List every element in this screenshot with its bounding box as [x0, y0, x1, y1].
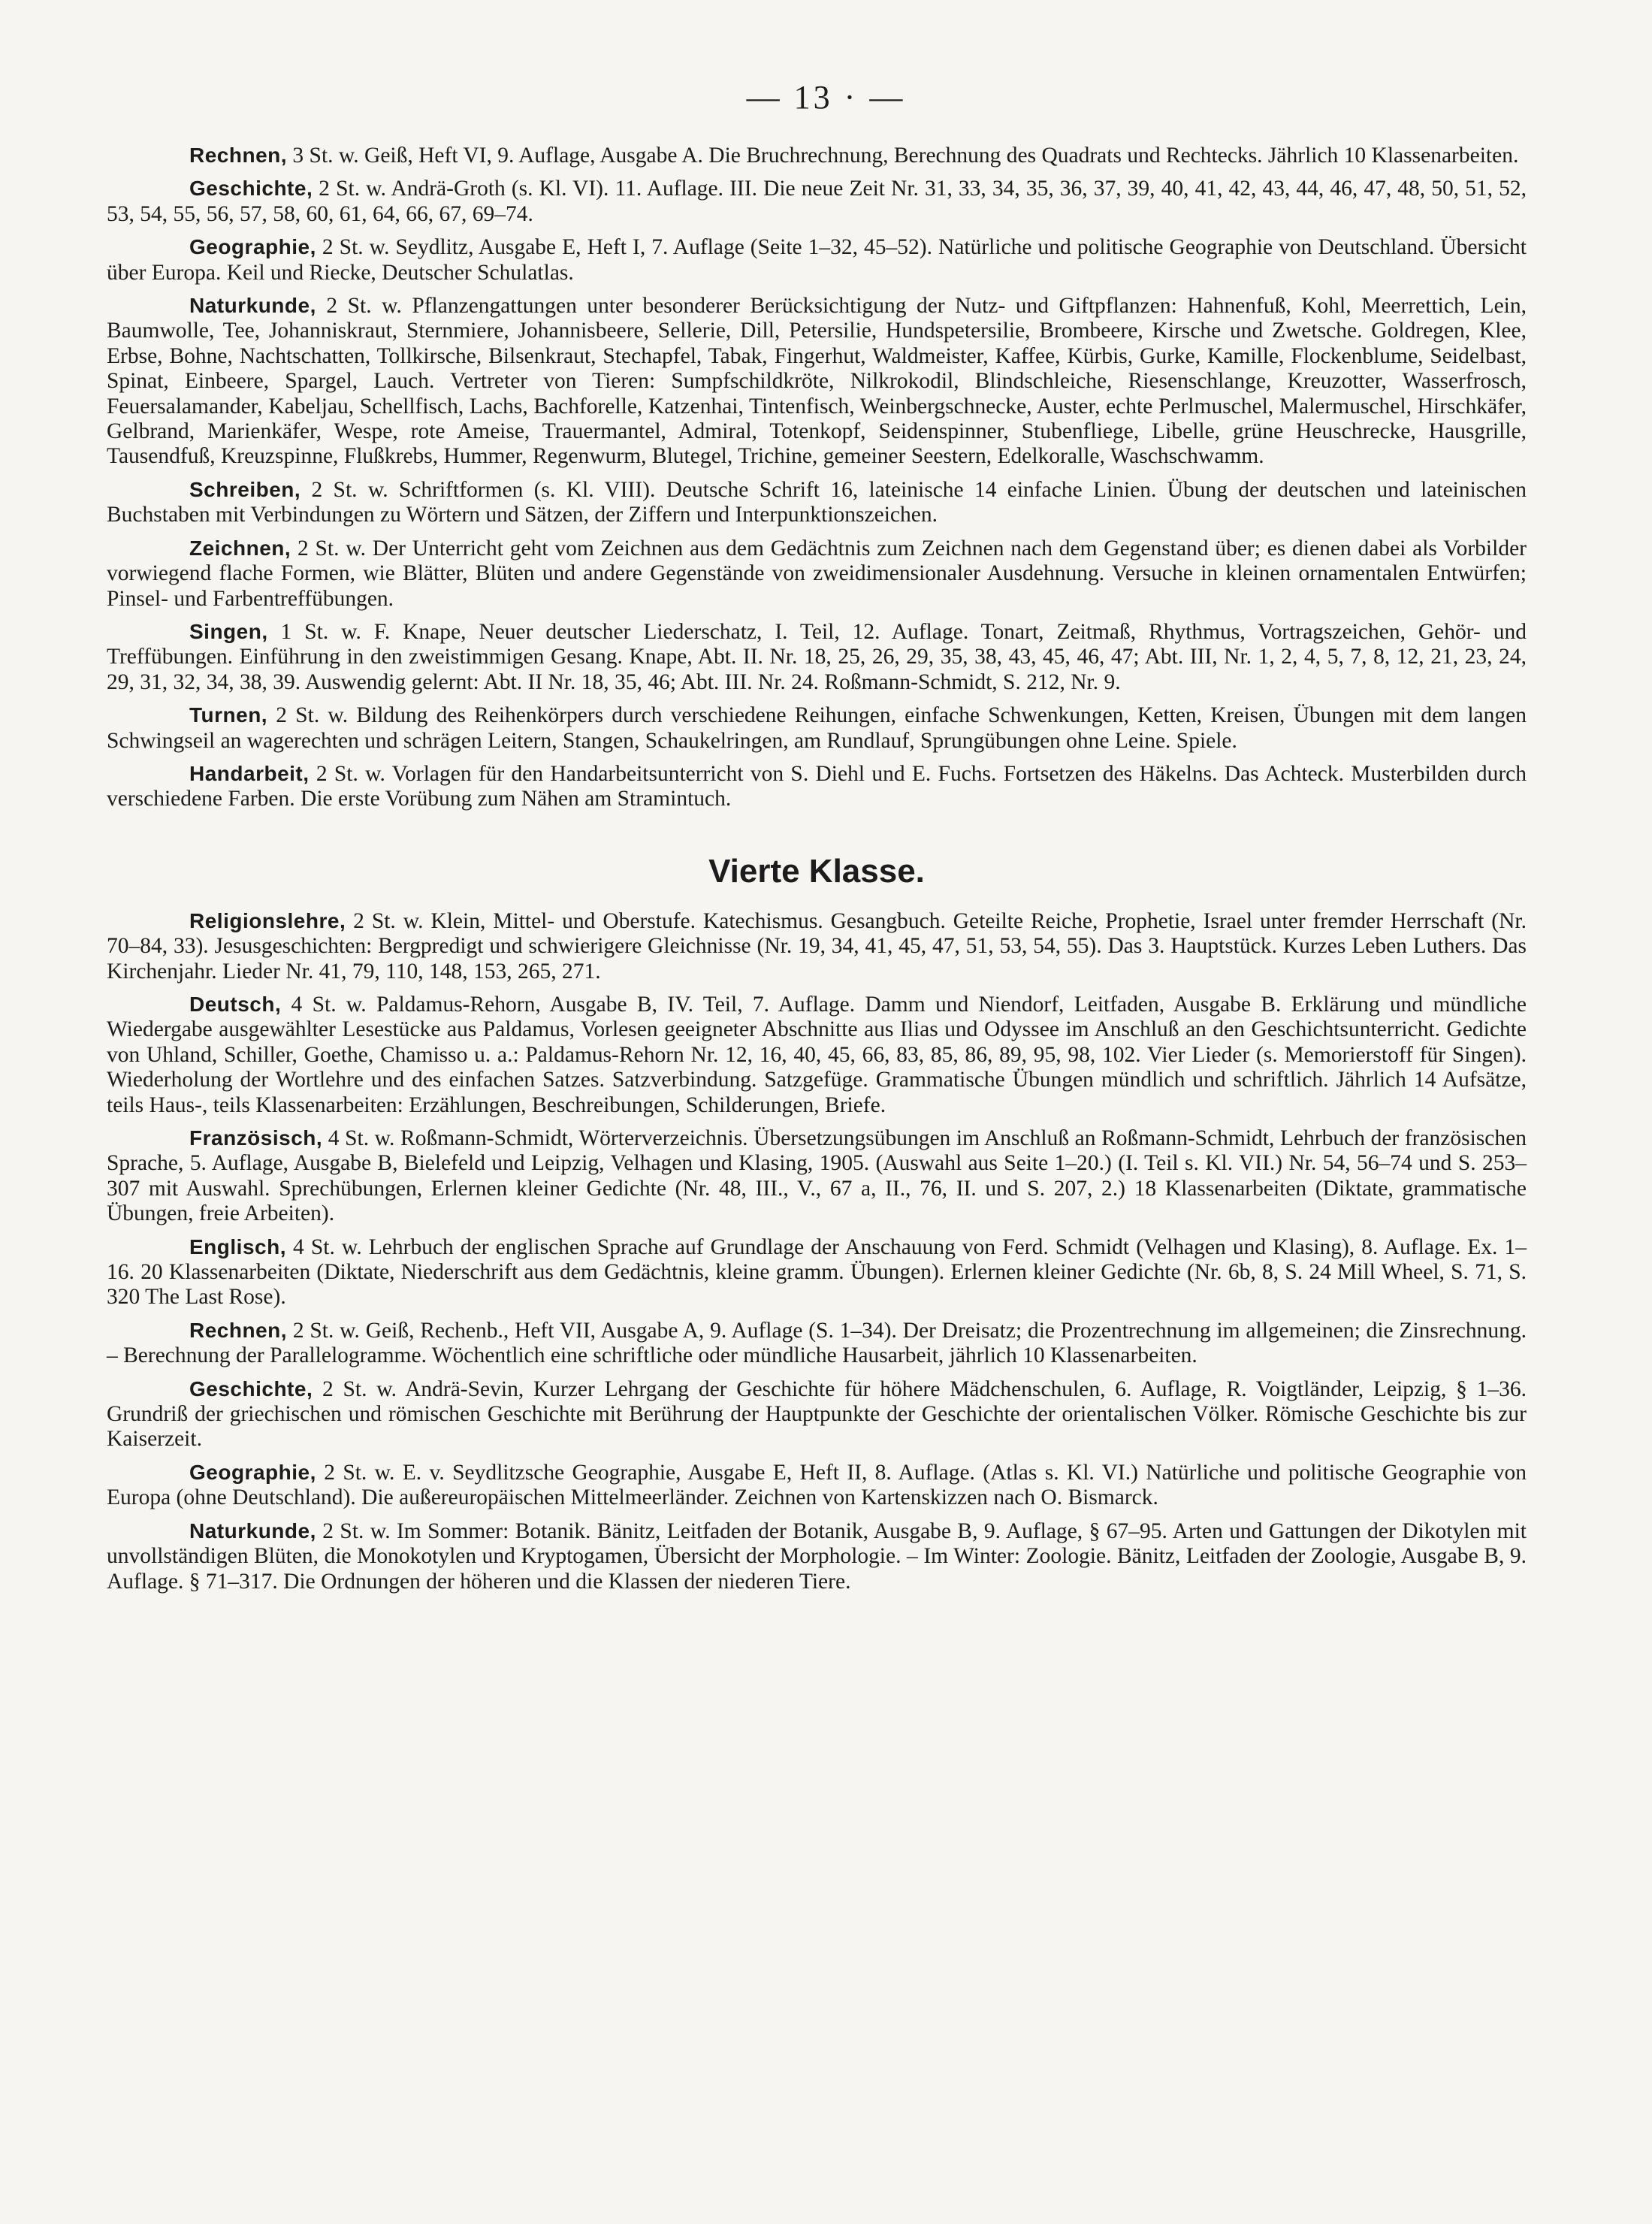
- paragraph-text: 1 St. w. F. Knape, Neuer deutscher Liederschatz, I. Teil, 12. Auflage. Tonart, Zeitmaß, Rhythmus, Vortragszeichen, Gehör- und Treffübungen. Einführung in den zweistimmigen Gesang. Knape, Abt. II. Nr. 18, 25, 26, 29, 35, 38, 43, 45, 46, 47; Abt. III, Nr. 1, 2, 4, 5, 7, 8, 12, 21, 23, 24, 29, 31, 32, 34, 38, 39. Auswendig gelernt: Abt. II Nr. 18, 35, 46; Abt. III. Nr. 24. Roßmann-Schmidt, S. 212, Nr. 9.: [107, 619, 1527, 694]
- page-body: [107, 143, 1527, 1602]
- paragraph-religionslehre: [107, 908, 1527, 984]
- section-vierte-klasse: [107, 908, 1527, 1594]
- subject-label: Deutsch,: [189, 992, 282, 1016]
- paragraph-text: 2 St. w. Der Unterricht geht vom Zeichnen aus dem Gedächtnis zum Zeichnen nach dem Gegenstand über; es dienen dabei als Vorbilder vorwiegend flache Formen, wie Blätter, Blüten und andere Gegenstände von zweidimensionaler Ausdehnung. Versuche in kleinen ornamentalen Entwürfen; Pinsel- und Farbentreffübungen.: [107, 536, 1527, 611]
- paragraph-text: 2 St. w. Andrä-Groth (s. Kl. VI). 11. Auflage. III. Die neue Zeit Nr. 31, 33, 34, 35, 36, 37, 39, 40, 41, 42, 43, 44, 46, 47, 48, 50, 51, 52, 53, 54, 55, 56, 57, 58, 60, 61, 64, 66, 67, 69–74.: [107, 177, 1527, 226]
- paragraph-franzoesisch: [107, 1126, 1527, 1227]
- paragraph-schreiben: [107, 477, 1527, 528]
- paragraph-zeichnen: [107, 536, 1527, 612]
- subject-label: Rechnen,: [189, 144, 288, 167]
- paragraph-handarbeit: [107, 761, 1527, 812]
- paragraph-text: 2 St. w. Pflanzengattungen unter besonderer Berücksichtigung der Nutz- und Giftpflanzen: Hahnenfuß, Kohl, Meerrettich, Lein, Baumwolle, Tee, Johanniskraut, Sternmiere, Johannisbeere, Sellerie, Dill, Petersilie, Hundspetersilie, Brombeere, Kirsche und Zwetsche. Goldregen, Klee, Erbse, Bohne, Nachtschatten, Tollkirsche, Bilsenkraut, Stechapfel, Tabak, Fingerhut, Waldmeister, Kaffee, Kürbis, Gurke, Kamille, Flockenblume, Seidelbast, Spinat, Einbeere, Spargel, Lauch. Vertreter von Tieren: Sumpfschildkröte, Nilkrokodil, Blindschleiche, Riesenschlange, Kreuzotter, Wasserfrosch, Feuersalamander, Kabeljau, Schellfisch, Lachs, Bachforelle, Katzenhai, Tintenfisch, Weinbergschnecke, Auster, echte Perlmuschel, Malermuschel, Hirschkäfer, Gelbrand, Marienkäfer, Wespe, rote Ameise, Trauermantel, Admiral, Totenkopf, Seidenspinner, Stubenfliege, Libelle, grüne Heuschrecke, Hausgrille, Tausendfuß, Kreuzspinne, Flußkrebs, Hummer, Regenwurm, Blutegel, Trichine, gemeiner Seestern, Edelkoralle, Waschschwamm.: [107, 294, 1527, 469]
- subject-label: Geographie,: [189, 1460, 316, 1484]
- paragraph-text: 4 St. w. Paldamus-Rehorn, Ausgabe B, IV. Teil, 7. Auflage. Damm und Niendorf, Leitfaden, Ausgabe B. Erklärung und mündliche Wiedergabe ausgewählter Lesestücke aus Paldamus, Vorlesen geeigneter Abschnitte aus Ilias und Odyssee im Anschluß an den Geschichtsunterricht. Gedichte von Uhland, Schiller, Goethe, Chamisso u. a.: Paldamus-Rehorn Nr. 12, 16, 40, 45, 66, 83, 85, 86, 89, 95, 98, 102. Vier Lieder (s. Memorierstoff für Singen). Wiederholung der Wortlehre und des einfachen Satzes. Satzverbindung. Satzgefüge. Grammatische Übungen mündlich und schriftlich. Jährlich 14 Aufsätze, teils Haus-, teils Klassenarbeiten: Erzählungen, Beschreibungen, Schilderungen, Briefe.: [107, 992, 1527, 1117]
- page-number: — 13 · —: [746, 79, 906, 116]
- subject-label: Schreiben,: [189, 477, 301, 501]
- paragraph-text: 2 St. w. Geiß, Rechenb., Heft VII, Ausgabe A, 9. Auflage (S. 1–34). Der Dreisatz; die Prozentrechnung im allgemeinen; die Zinsrechnung. – Berechnung der Parallelogramme. Wöchentlich eine schriftliche oder mündliche Hausarbeit, jährlich 10 Klassenarbeiten.: [107, 1318, 1527, 1368]
- section-fuenfte-klasse-continued: [107, 143, 1527, 812]
- paragraph-text: 2 St. w. E. v. Seydlitzsche Geographie, Ausgabe E, Heft II, 8. Auflage. (Atlas s. Kl. VI.) Natürliche und politische Geographie von Europa (ohne Deutschland). Die außereuropäischen Mittelmeerländer. Zeichnen von Kartenskizzen nach O. Bismarck.: [107, 1460, 1527, 1510]
- subject-label: Handarbeit,: [189, 761, 310, 785]
- paragraph-text: 2 St. w. Vorlagen für den Handarbeitsunterricht von S. Diehl und E. Fuchs. Fortsetzen des Häkelns. Das Achteck. Musterbilden durch verschiedene Farben. Die erste Vorübung zum Nähen am Stramintuch.: [107, 761, 1527, 811]
- subject-label: Englisch,: [189, 1234, 286, 1259]
- paragraph-text: 3 St. w. Geiß, Heft VI, 9. Auflage, Ausgabe A. Die Bruchrechnung, Berechnung des Quadrats und Rechtecks. Jährlich 10 Klassenarbeiten.: [287, 144, 1519, 168]
- subject-label: Geographie,: [189, 235, 316, 259]
- paragraph-naturkunde: [107, 1518, 1527, 1594]
- subject-label: Rechnen,: [189, 1318, 288, 1342]
- paragraph-text: 2 St. w. Andrä-Sevin, Kurzer Lehrgang der Geschichte für höhere Mädchenschulen, 6. Auflage, R. Voigtländer, Leipzig, § 1–36. Grundriß der griechischen und römischen Geschichte mit Berührung der Hauptpunkte der Geschichte der orientalischen Völker. Römische Geschichte bis zur Kaiserzeit.: [107, 1376, 1527, 1452]
- paragraph-text: 2 St. w. Bildung des Reihenkörpers durch verschiedene Reihungen, einfache Schwenkungen, Ketten, Kreisen, Übungen mit dem langen Schwingseil an wagerechten und schrägen Leitern, Stangen, Schaukelringen, am Rundlauf, Sprungübungen ohne Leine. Spiele.: [107, 703, 1527, 753]
- paragraph-deutsch: [107, 992, 1527, 1118]
- subject-label: Turnen,: [189, 703, 268, 727]
- paragraph-turnen: [107, 703, 1527, 754]
- paragraph-text: 4 St. w. Roßmann-Schmidt, Wörterverzeichnis. Übersetzungsübungen im Anschluß an Roßmann-Schmidt, Lehrbuch der französischen Sprache, 5. Auflage, Ausgabe B, Bielefeld und Leipzig, Velhagen und Klasing, 1905. (Auswahl aus Seite 1–20.) (I. Teil s. Kl. VII.) Nr. 54, 56–74 und S. 253–307 mit Auswahl. Sprechübungen, Erlernen kleiner Gedichte (Nr. 48, III., V., 67 a, II., 76, II. und S. 207, 2.) 18 Klassenarbeiten (Diktate, grammatische Übungen, freie Arbeiten).: [107, 1126, 1527, 1226]
- paragraph-englisch: [107, 1234, 1527, 1310]
- paragraph-geographie: [107, 1460, 1527, 1511]
- paragraph-naturkunde: [107, 293, 1527, 470]
- paragraph-geschichte: [107, 1376, 1527, 1452]
- subject-label: Zeichnen,: [189, 536, 291, 560]
- subject-label: Französisch,: [189, 1126, 323, 1150]
- paragraph-geschichte: [107, 176, 1527, 227]
- subject-label: Geschichte,: [189, 177, 313, 201]
- subject-label: Religionslehre,: [189, 908, 346, 932]
- paragraph-text: 2 St. w. Seydlitz, Ausgabe E, Heft I, 7. Auflage (Seite 1–32, 45–52). Natürliche und politische Geographie von Deutschland. Übersicht über Europa. Keil und Riecke, Deutscher Schulatlas.: [107, 235, 1527, 285]
- paragraph-text: 4 St. w. Lehrbuch der englischen Sprache auf Grundlage der Anschauung von Ferd. Schmidt (Velhagen und Klasing), 8. Auflage. Ex. 1–16. 20 Klassenarbeiten (Diktate, Niederschrift aus dem Gedächtnis, kleine gramm. Übungen). Erlernen kleiner Gedichte (Nr. 6b, 8, S. 24 Mill Wheel, S. 71, S. 320 The Last Rose).: [107, 1234, 1527, 1310]
- paragraph-text: 2 St. w. Schriftformen (s. Kl. VIII). Deutsche Schrift 16, lateinische 14 einfache Linien. Übung der deutschen und lateinischen Buchstaben mit Verbindungen zu Wörtern und Sätzen, der Ziffern und Interpunktionszeichen.: [107, 477, 1527, 527]
- section-heading: Vierte Klasse.: [708, 852, 925, 890]
- subject-label: Geschichte,: [189, 1376, 313, 1401]
- paragraph-rechnen: [107, 143, 1527, 168]
- paragraph-singen: [107, 619, 1527, 695]
- paragraph-text: 2 St. w. Klein, Mittel- und Oberstufe. Katechismus. Gesangbuch. Geteilte Reiche, Prophetie, Israel unter fremder Herrschaft (Nr. 70–84, 33). Jesusgeschichten: Bergpredigt und schwierigere Gleichnisse (Nr. 19, 34, 41, 45, 47, 51, 53, 54, 55). Das 3. Hauptstück. Kurzes Leben Luthers. Das Kirchenjahr. Lieder Nr. 41, 79, 110, 148, 153, 265, 271.: [107, 908, 1527, 984]
- paragraph-geographie: [107, 234, 1527, 286]
- subject-label: Naturkunde,: [189, 294, 316, 318]
- paragraph-rechnen: [107, 1318, 1527, 1369]
- paragraph-text: 2 St. w. Im Sommer: Botanik. Bänitz, Leitfaden der Botanik, Ausgabe B, 9. Auflage, § 67–95. Arten und Gattungen der Dikotylen mit unvollständigen Blüten, die Monokotylen und Kryptogamen, Übersicht der Morphologie. – Im Winter: Zoologie. Bänitz, Leitfaden der Zoologie, Ausgabe B, 9. Auflage. § 71–317. Die Ordnungen der höheren und die Klassen der niederen Tiere.: [107, 1518, 1527, 1594]
- subject-label: Singen,: [189, 619, 268, 643]
- subject-label: Naturkunde,: [189, 1518, 316, 1543]
